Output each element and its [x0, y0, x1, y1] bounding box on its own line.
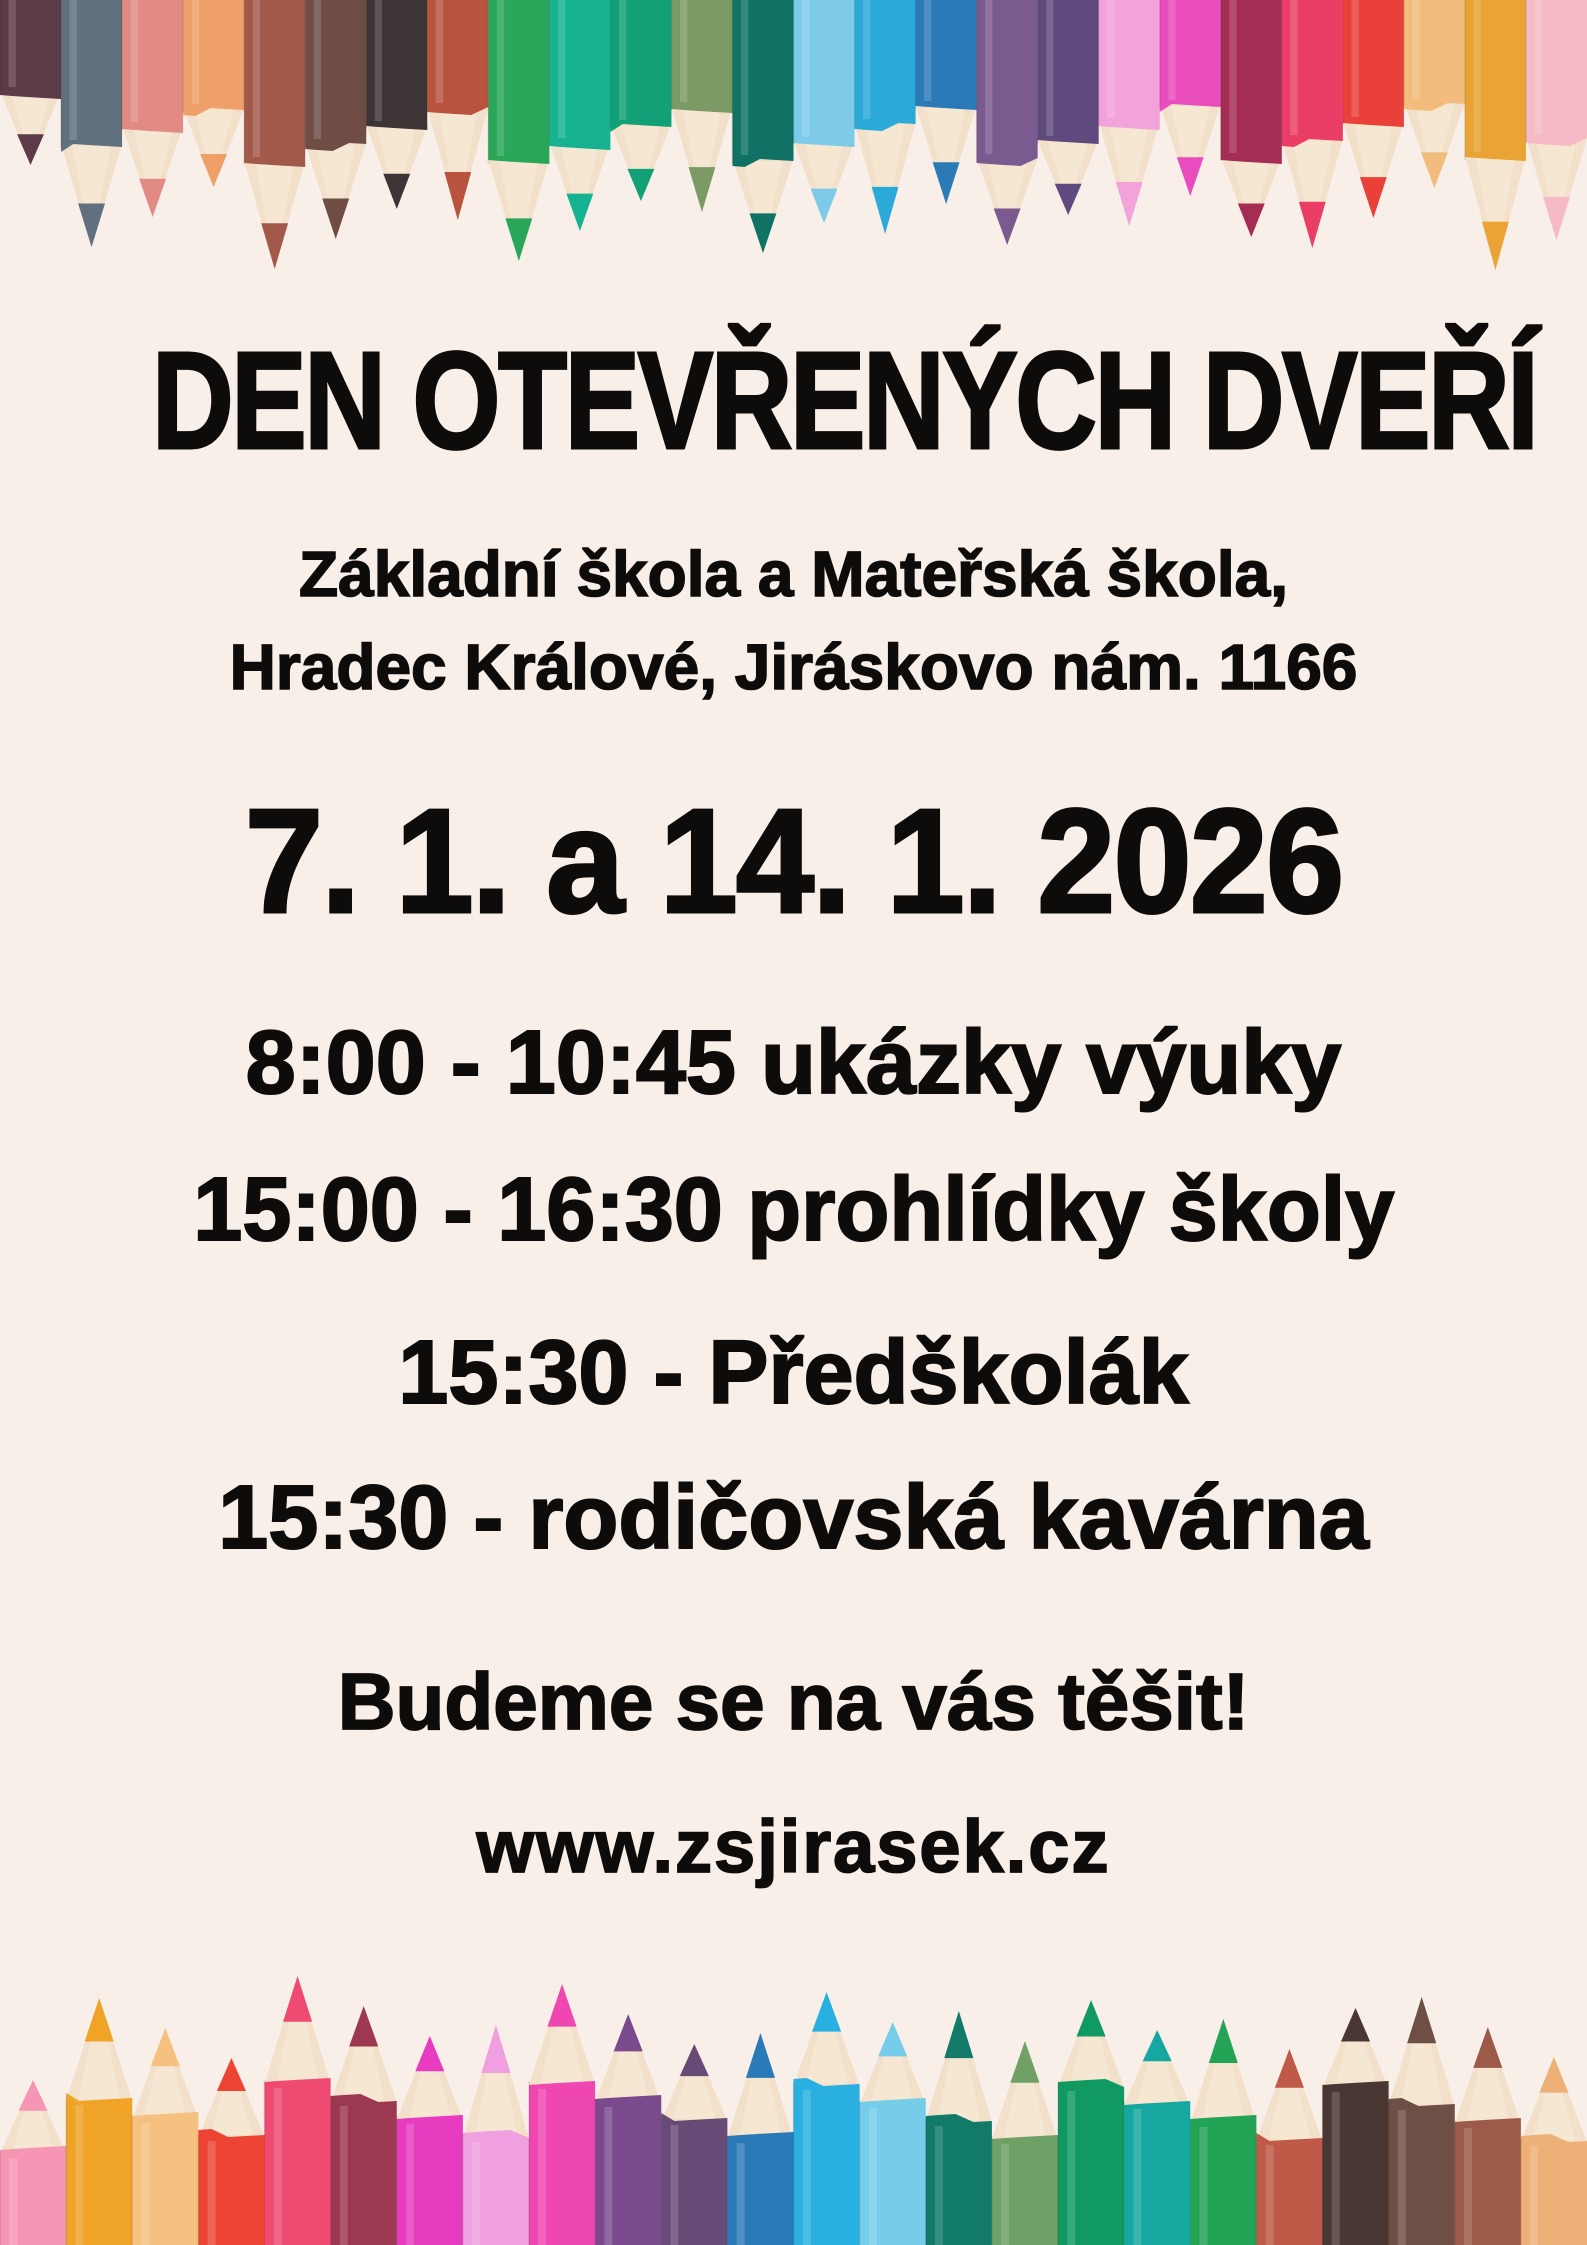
schedule-line-parents-cafe — [0, 1468, 1587, 1568]
schedule-line-lessons — [0, 1013, 1587, 1113]
event-dates — [0, 779, 1587, 944]
schedule-line-parents-cafe-text: 15:30 - rodičovská kavárna — [218, 1468, 1369, 1568]
school-name-line2: Hradec Králové, Jiráskovo nám. 1166 — [229, 630, 1358, 703]
schedule-line-tours-text: 15:00 - 16:30 prohlídky školy — [192, 1160, 1395, 1260]
schedule-line-preschooler — [0, 1323, 1587, 1423]
poster-title — [0, 324, 1587, 478]
schedule-line-lessons-text: 8:00 - 10:45 ukázky výuky — [245, 1013, 1342, 1113]
closing-message-text: Budeme se na vás těšit! — [337, 1657, 1250, 1746]
school-name-line1: Základní škola a Mateřská škola, — [299, 538, 1288, 610]
colored-pencils-bottom-border — [0, 1945, 1587, 2245]
colored-pencils-top-border — [0, 0, 1587, 300]
event-dates-text: 7. 1. a 14. 1. 2026 — [244, 779, 1343, 944]
closing-message — [0, 1657, 1587, 1746]
schedule-line-tours — [0, 1160, 1587, 1260]
website-url — [0, 1805, 1587, 1888]
website-url-text: www.zsjirasek.cz — [476, 1805, 1111, 1888]
poster-title-text: DEN OTEVŘENÝCH DVEŘÍ — [151, 324, 1537, 478]
school-name — [0, 528, 1587, 714]
schedule-line-preschooler-text: 15:30 - Předškolák — [398, 1323, 1189, 1423]
